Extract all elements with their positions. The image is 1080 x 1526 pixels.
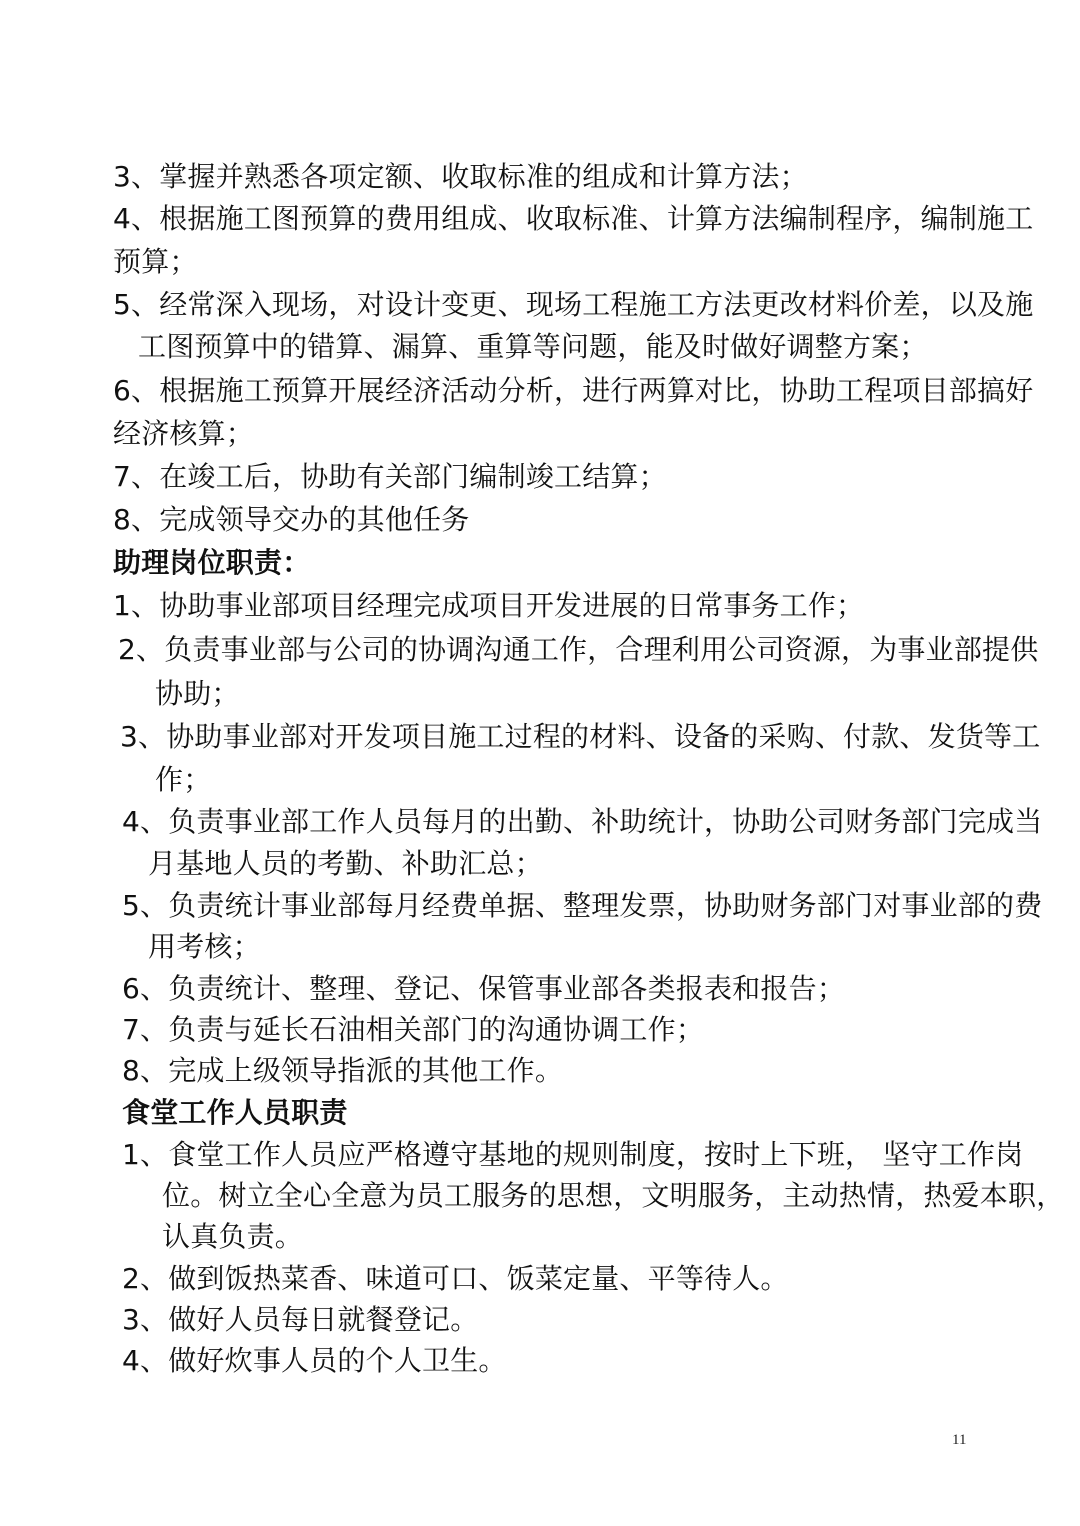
s1-item4-line1: 4、根据施工图预算的费用组成、收取标准、计算方法编制程序，编制施工 <box>113 202 1034 235</box>
s2-item4-line2: 月基地人员的考勤、补助汇总； <box>148 847 543 880</box>
s1-item8-line1: 8、完成领导交办的其他任务 <box>113 503 470 536</box>
s1-item5-line2: 工图预算中的错算、漏算、重算等问题，能及时做好调整方案； <box>138 330 928 363</box>
s2-item2-line1: 2、负责事业部与公司的协调沟通工作，合理利用公司资源，为事业部提供 <box>118 633 1039 666</box>
s3-item1-line1: 1、食堂工作人员应严格遵守基地的规则制度，按时上下班， 坚守工作岗 <box>122 1138 1024 1171</box>
s3-item4-line1: 4、做好炊事人员的个人卫生。 <box>122 1344 507 1377</box>
s2-item6-line1: 6、负责统计、整理、登记、保管事业部各类报表和报告； <box>122 972 846 1005</box>
s2-item5-line2: 用考核； <box>148 930 261 963</box>
s3-item1-line2: 位。树立全心全意为员工服务的思想，文明服务，主动热情，热爱本职， <box>162 1179 1065 1212</box>
s2-item4-line1: 4、负责事业部工作人员每月的出勤、补助统计，协助公司财务部门完成当 <box>122 805 1043 838</box>
s2-item5-line1: 5、负责统计事业部每月经费单据、整理发票，协助财务部门对事业部的费 <box>122 889 1043 922</box>
s2-item7-line1: 7、负责与延长石油相关部门的沟通协调工作； <box>122 1013 705 1046</box>
s2-item3-line2: 作； <box>155 763 212 796</box>
s2-item1-line1: 1、协助事业部项目经理完成项目开发进展的日常事务工作； <box>113 589 865 622</box>
s3-item2-line1: 2、做到饭热菜香、味道可口、饭菜定量、平等待人。 <box>122 1262 789 1295</box>
s1-item6-line1: 6、根据施工预算开展经济活动分析，进行两算对比，协助工程项目部搞好 <box>113 374 1034 407</box>
s1-item4-line2: 预算； <box>113 245 198 278</box>
section2-heading: 助理岗位职责： <box>113 546 311 579</box>
s1-item5-line1: 5、经常深入现场，对设计变更、现场工程施工方法更改材料价差，以及施 <box>113 288 1034 321</box>
s2-item8-line1: 8、完成上级领导指派的其他工作。 <box>122 1054 564 1087</box>
s3-item3-line1: 3、做好人员每日就餐登记。 <box>122 1303 479 1336</box>
s2-item3-line1: 3、协助事业部对开发项目施工过程的材料、设备的采购、付款、发货等工 <box>120 720 1041 753</box>
s1-item6-line2: 经济核算； <box>113 417 255 450</box>
s3-item1-line3: 认真负责。 <box>162 1220 304 1253</box>
s1-item7-line1: 7、在竣工后，协助有关部门编制竣工结算； <box>113 460 667 493</box>
section3-heading: 食堂工作人员职责 <box>122 1096 348 1129</box>
s2-item2-line2: 协助； <box>155 677 240 710</box>
s1-item3-line1: 3、掌握并熟悉各项定额、收取标准的组成和计算方法； <box>113 160 808 193</box>
page-number: 11 <box>952 1432 967 1448</box>
